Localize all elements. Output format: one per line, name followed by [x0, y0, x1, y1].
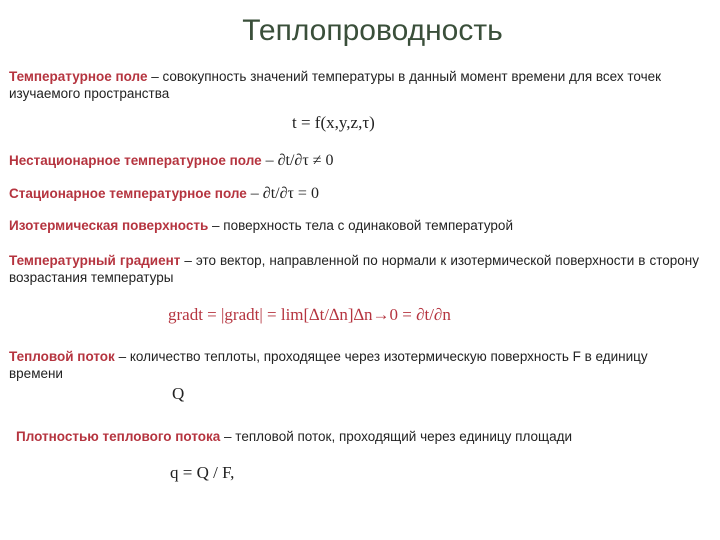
formula-heat-flow: Q: [172, 384, 185, 403]
definition-nonstationary-field: [9, 152, 699, 169]
definition-text: – тепловой поток, проходящий через единицу площади: [220, 429, 573, 444]
definition-text: – количество теплоты, проходящее через изотермическую поверхность F в единицу времени: [9, 349, 648, 381]
term-label: Тепловой поток: [9, 349, 115, 364]
term-label: Температурное поле: [9, 69, 148, 84]
definition-isothermal-surface: [9, 217, 699, 234]
definition-temperature-field: [9, 68, 699, 102]
term-label: Плотностью теплового потока: [16, 429, 221, 444]
formula-temperature-field: t = f(x,y,z,τ): [292, 113, 375, 132]
term-label: Стационарное температурное поле: [9, 186, 247, 201]
definition-text: – это вектор, направленной по нормали к изотермической поверхности в сторону возрастания температуры: [9, 253, 699, 285]
formula-stationary: – ∂t/∂τ = 0: [246, 185, 319, 202]
formula-nonstationary: – ∂t/∂τ ≠ 0: [261, 152, 334, 169]
definition-temperature-gradient: [9, 252, 699, 286]
definition-heat-flow: [9, 348, 699, 382]
definition-heat-flux-density: [16, 428, 706, 445]
definition-text: – совокупность значений температуры в данный момент времени для всех точек изучаемого пространства: [9, 69, 662, 101]
formula-heat-flux-density: q = Q / F,: [170, 463, 235, 482]
term-label: Нестационарное температурное поле: [9, 153, 262, 168]
page-title: Теплопроводность: [242, 14, 503, 47]
term-label: Температурный градиент: [9, 253, 181, 268]
term-label: Изотермическая поверхность: [9, 218, 209, 233]
formula-gradient: gradt = |gradt| = lim[∆t/∆n]∆n→0 = ∂t/∂n: [168, 305, 451, 324]
definition-stationary-field: [9, 185, 699, 202]
definition-text: – поверхность тела с одинаковой температурой: [208, 218, 513, 233]
